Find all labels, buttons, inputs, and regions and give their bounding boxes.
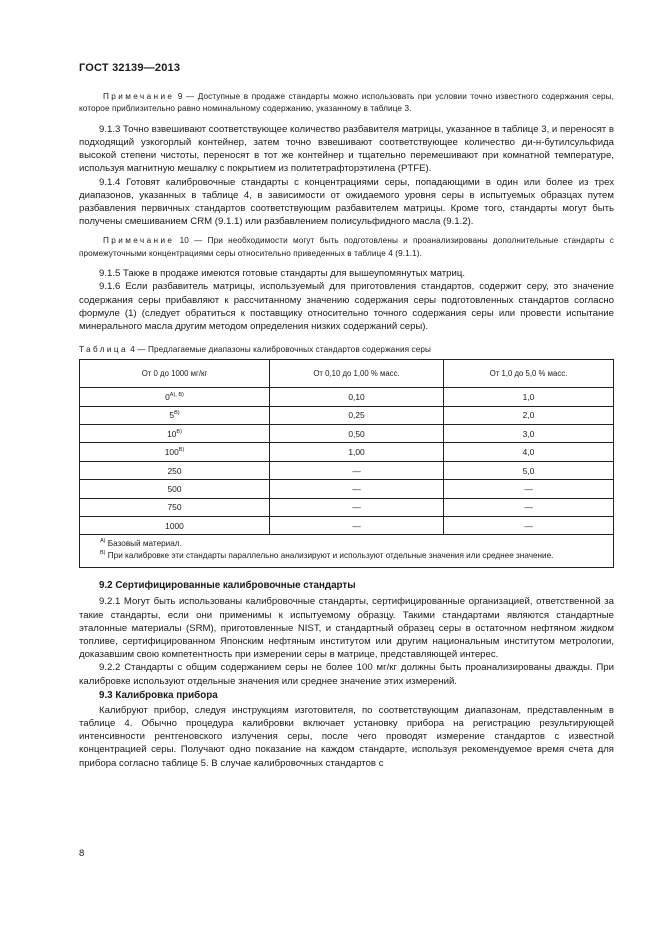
footnote-mark: В) [176, 428, 182, 435]
table-header-cell: От 0,10 до 1,00 % масс. [270, 360, 444, 388]
table-cell: — [444, 498, 614, 516]
table-row [80, 480, 614, 498]
footnote-b [86, 550, 607, 562]
footnote-a [86, 538, 607, 550]
paragraph-9-1-3: 9.1.3 Точно взвешивают соответствующее количество разбавителя матрицы, указанное в таблице 3, и переносят в подходящий узкогорлый контейнер, затем точно взвешивают соответствующее количество ди-н-бутилсульфида высокой степени чистоты, переносят в тот же контейнер и тщательно перемешивают при комнатной температуре, используя магнитную мешалку с покрытием из политетрафторэтилена (PTFE). [79, 123, 614, 175]
footnote-a-mark: А) [100, 538, 106, 545]
table-row [80, 425, 614, 443]
table-header-cell: От 1,0 до 5,0 % масс. [444, 360, 614, 388]
section-9-3-heading: 9.3 Калибровка прибора [99, 689, 218, 701]
paragraph-9-1-5: 9.1.5 Также в продаже имеются готовые стандарты для вышеупомянутых матриц. [99, 268, 466, 280]
table-footnotes-row [80, 535, 614, 568]
paragraph-9-2-2: 9.2.2 Стандарты с общим содержанием серы не более 100 мг/кг должны быть проанализированы дважды. При калибровке используют отдельные значения или среднее значение этих измерений. [79, 662, 614, 687]
table-cell: 2,0 [444, 406, 614, 424]
note-10 [79, 235, 614, 260]
table-cell: 3,0 [444, 425, 614, 443]
table-4-caption-label: Таблица [79, 345, 128, 355]
footnote-mark: В) [178, 447, 185, 454]
section-9-2-heading: 9.2 Сертифицированные калибровочные стандарты [99, 580, 356, 592]
footnote-b-text: При калибровке эти стандарты параллельно анализируют и используют отдельные значения или среднее значение. [105, 550, 554, 560]
paragraph-9-1-6: 9.1.6 Если разбавитель матрицы, используемый для приготовления стандартов, содержит серу, это значение содержания серы прибавляют к рассчитанному значению содержания серы подготовленных стандартов согласно формуле (1) (следует обратиться к поставщику относительно точного содержания серы или провести испытание минерального масла другим методом определения низких содержаний серы). [79, 281, 614, 333]
table-row [80, 443, 614, 461]
table-4-caption [79, 345, 614, 354]
table-row [80, 498, 614, 516]
note-9-text: 9 — Доступные в продаже стандарты можно использовать при условии точно известного содержания серы, которое приблизительно равно номинальному содержанию, указанному в таблице 3. [79, 92, 614, 114]
table-4-caption-text: 4 — Предлагаемые диапазоны калибровочных стандартов содержания серы [127, 345, 432, 355]
table-header-cell: От 0 до 1000 мг/кг [80, 360, 270, 388]
document-page [79, 62, 614, 770]
table-footnotes [80, 535, 614, 568]
cell-value: 0 [165, 391, 170, 402]
table-cell: — [270, 480, 444, 498]
cell-value: 5 [169, 410, 175, 421]
table-cell: — [270, 461, 444, 479]
paragraph-9-1-4: 9.1.4 Готовят калибровочные стандарты с концентрациями серы, попадающими в один или более из трех диапазонов, указанных в таблице 4, в зависимости от ожидаемого уровня серы в испытуемых образцах путем разбавления первичных стандартов соответствующим разбавителем матрицы. Кроме того, стандарты могут быть получены смешиванием CRM (9.1.1) или разбавлением полисульфидного масла (9.1.2). [79, 176, 614, 228]
footnote-mark: А), В) [169, 391, 184, 398]
footnote-a-text: Базовый материал. [105, 539, 182, 549]
table-cell: 750 [80, 498, 270, 516]
paragraph-9-3: Калибруют прибор, следуя инструкциям изготовителя, по соответствующим диапазонам, представленным в таблице 4. Обычно процедура калибровки включает установку прибора на регистрацию результирующей интенсивности рентгеновского излучения серы, после чего проводят измерение стандартов с известной концентрацией серы. Получают одно показание на каждом стандарте, используя рекомендуемое время счета для прибора согласно таблице 5. В случае калибровочных стандартов с [79, 704, 614, 769]
table-cell [80, 388, 270, 406]
table-cell: 1,00 [270, 443, 444, 461]
table-cell: 4,0 [444, 443, 614, 461]
table-cell: 0,10 [270, 388, 444, 406]
table-cell: — [444, 480, 614, 498]
cell-value: 10 [167, 428, 177, 439]
note-10-label: Примечание [103, 236, 175, 246]
table-cell: 1,0 [444, 388, 614, 406]
footnote-mark: В) [174, 410, 180, 417]
table-cell: 1000 [80, 517, 270, 535]
page-number: 8 [79, 848, 85, 859]
table-row [80, 517, 614, 535]
table-cell [80, 443, 270, 461]
table-row [80, 461, 614, 479]
footnote-b-mark: В) [100, 549, 106, 556]
table-cell: 500 [80, 480, 270, 498]
table-cell: 0,50 [270, 425, 444, 443]
note-9 [79, 91, 614, 116]
table-cell [80, 406, 270, 424]
table-cell: — [270, 498, 444, 516]
table-header-row [80, 360, 614, 388]
table-cell: 5,0 [444, 461, 614, 479]
table-cell: — [270, 517, 444, 535]
note-10-text: 10 — При необходимости могут быть подготовлены и проанализированы дополнительные стандарты с промежуточными концентрациями серы относительно приведенных в таблице 4 (9.1.1). [79, 236, 614, 258]
table-4 [79, 359, 614, 568]
paragraph-9-2-1: 9.2.1 Могут быть использованы калибровочные стандарты, сертифицированные организацией, ответственной за такие стандарты, если они применимы к испытуемому образцу. Такими стандартами являются стандартные эталонные материалы (SRM), приготовленные NIST, и стандартный образец серы в остаточном нефтяном жидком топливе, сертифицированном Японским нефтяным институтом или другим национальным институтом метрологии, доказавшим свою компетентность при измерении серы в матрице, представляющей интерес. [79, 596, 614, 661]
table-cell: 0,25 [270, 406, 444, 424]
document-header: ГОСТ 32139—2013 [79, 62, 181, 74]
table-cell [80, 425, 270, 443]
table-cell: — [444, 517, 614, 535]
table-row [80, 406, 614, 424]
cell-value: 100 [164, 447, 179, 458]
note-9-label: Примечание [103, 92, 175, 101]
table-row [80, 388, 614, 406]
table-cell: 250 [80, 461, 270, 479]
